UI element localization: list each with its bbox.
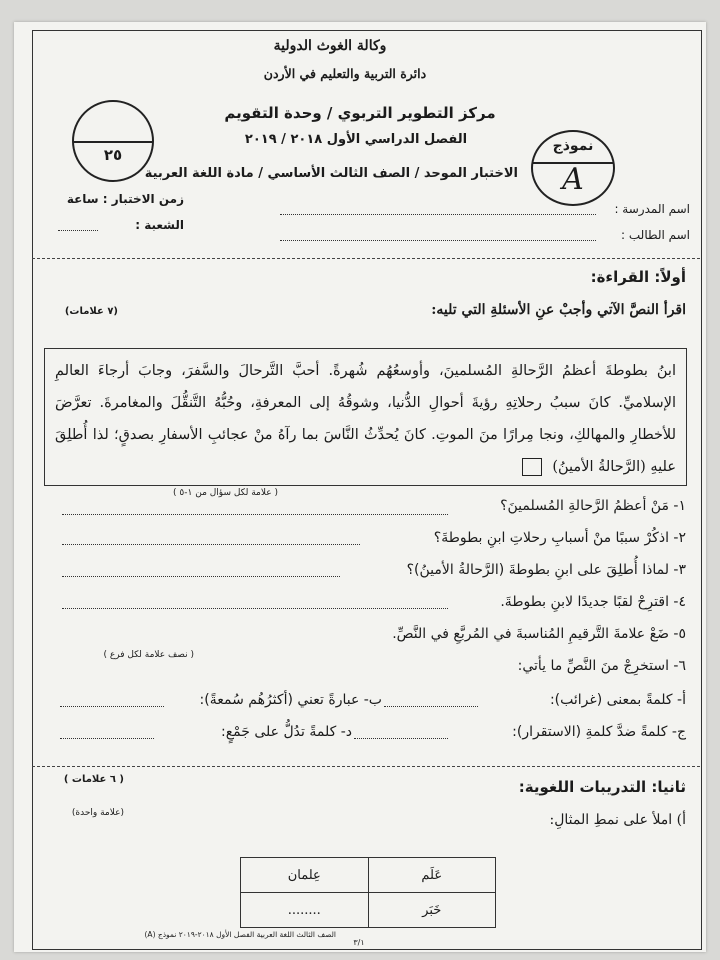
exam-sheet <box>14 22 706 952</box>
duration-label: زمن الاختبار : ساعة <box>66 192 184 206</box>
exam-title: الاختبار الموحد / الصف الثالث الأساسي / مادة اللغة العربية <box>144 166 518 181</box>
q6-d: د- كلمةً تدُلُّ على جَمْعٍ: <box>221 724 352 740</box>
part2-a-note: (علامة واحدة) <box>71 808 124 818</box>
center-name: مركز التطوير التربوي / وحدة التقويم <box>224 104 496 122</box>
separator-top <box>32 258 700 259</box>
school-label: اسم المدرسة : <box>614 202 690 216</box>
separator-mid <box>32 766 700 767</box>
q6-a: أ- كلمةً بمعنى (غرائب): <box>549 692 686 708</box>
part2-marks: ( ٦ علامات ) <box>63 774 124 785</box>
answer-line-2[interactable] <box>62 544 360 545</box>
semester-label: الفصل الدراسي الأول ٢٠١٨ / ٢٠١٩ <box>244 132 468 147</box>
department-name: دائرة التربية والتعليم في الأردن <box>263 66 427 81</box>
section-label: الشعبة : <box>135 218 184 232</box>
q6-c-answer[interactable] <box>354 738 448 739</box>
model-badge <box>531 130 615 206</box>
reading-passage <box>44 348 687 486</box>
table-row <box>241 858 496 893</box>
question-3: ٣- لماذا أُطلِقَ على ابنِ بطوطةَ (الرَّحالةُ الأمينُ)؟ <box>406 562 686 578</box>
page-number: ٣/١ <box>353 938 365 947</box>
part1-title: أولاً: القراءة: <box>590 268 686 286</box>
question-1: ١- مَنْ أعظمُ الرَّحالةِ المُسلمينَ؟ <box>500 498 686 514</box>
table-cell: عِلمان <box>241 858 369 893</box>
punctuation-box[interactable] <box>522 458 542 476</box>
questions-note: ( علامة لكل سؤال من ١-٥ ) <box>173 488 278 498</box>
section-field[interactable] <box>58 230 98 231</box>
student-field[interactable] <box>280 240 596 241</box>
student-label: اسم الطالب : <box>621 228 690 242</box>
table-cell: خَبَر <box>368 893 496 928</box>
q6-b-answer[interactable] <box>60 706 164 707</box>
question-5: ٥- ضَعْ علامةَ التَّرقيمِ المُناسبةَ في المُربَّعِ في النَّصِّ. <box>392 626 686 642</box>
answer-line-3[interactable] <box>62 576 340 577</box>
question-4: ٤- اقترِحْ لقبًا جديدًا لابنِ بطوطةَ. <box>500 594 686 610</box>
part1-marks: (٧ علامات) <box>64 306 118 317</box>
model-label: نموذج <box>552 138 594 154</box>
agency-name: وكالة الغوث الدولية <box>273 38 387 54</box>
q6-b: ب- عبارةً تعني (أكثرُهُم سُمعةً): <box>199 692 382 708</box>
pattern-table <box>240 857 496 928</box>
score-circle <box>72 100 154 182</box>
answer-line-1[interactable] <box>62 514 448 515</box>
part2-a: أ) املأ على نمطِ المثالِ: <box>549 812 686 828</box>
question-2: ٢- اذكُرْ سببًا منْ أسبابِ رحلاتِ ابنِ بطوطةَ؟ <box>433 530 686 546</box>
q6-a-answer[interactable] <box>384 706 478 707</box>
score-total: ٢٥ <box>103 146 123 164</box>
passage-text: ابنُ بطوطةَ أعظمُ الرَّحالةِ المُسلمينَ، وأوسعُهُم شُهرةً. أحبَّ التَّرحالَ والسَّفرَ، وجابَ أرجاءَ العالمِ الإسلاميِّ. كانَ سببُ رحلاتِهِ رؤيةَ أحوالِ الدُّنيا، وشوقُهُ إلى المعرفةِ، وحُبُّهُ التَّنقُّلَ والمغامرةَ. تعرَّضَ للأخطارِ والمهالكِ، ونجا مِرارًا منَ الموتِ. كانَ يُحدِّثُ النَّاسَ بما رآهُ منْ عجائبِ الأسفارِ بصدقٍ؛ لذا أُطلِقَ عليهِ (الرَّحالةُ الأمينُ) <box>55 363 676 475</box>
question-6: ٦- استخرِجْ منَ النَّصِّ ما يأتي: <box>517 658 686 674</box>
q6-d-answer[interactable] <box>60 738 154 739</box>
table-cell: عَلَم <box>368 858 496 893</box>
part2-title: ثانيا: التدريبات اللغوية: <box>518 778 686 796</box>
q6-note: ( نصف علامة لكل فرع ) <box>103 650 194 660</box>
model-letter: A <box>562 162 584 197</box>
part1-instruction: اقرأ النصَّ الآتي وأجبْ عنِ الأسئلةِ التي تليه: <box>431 302 686 318</box>
table-row <box>241 893 496 928</box>
score-divider <box>74 141 152 143</box>
school-field[interactable] <box>280 214 596 215</box>
answer-line-4[interactable] <box>62 608 448 609</box>
table-answer-cell[interactable]: ........ <box>241 893 369 928</box>
footer-label: الصف الثالث اللغة العربية الفصل الأول ٢٠١٨-٢٠١٩ نموذج (A) <box>144 930 336 939</box>
q6-c: ج- كلمةً ضدَّ كلمةِ (الاستقرار): <box>512 724 686 740</box>
